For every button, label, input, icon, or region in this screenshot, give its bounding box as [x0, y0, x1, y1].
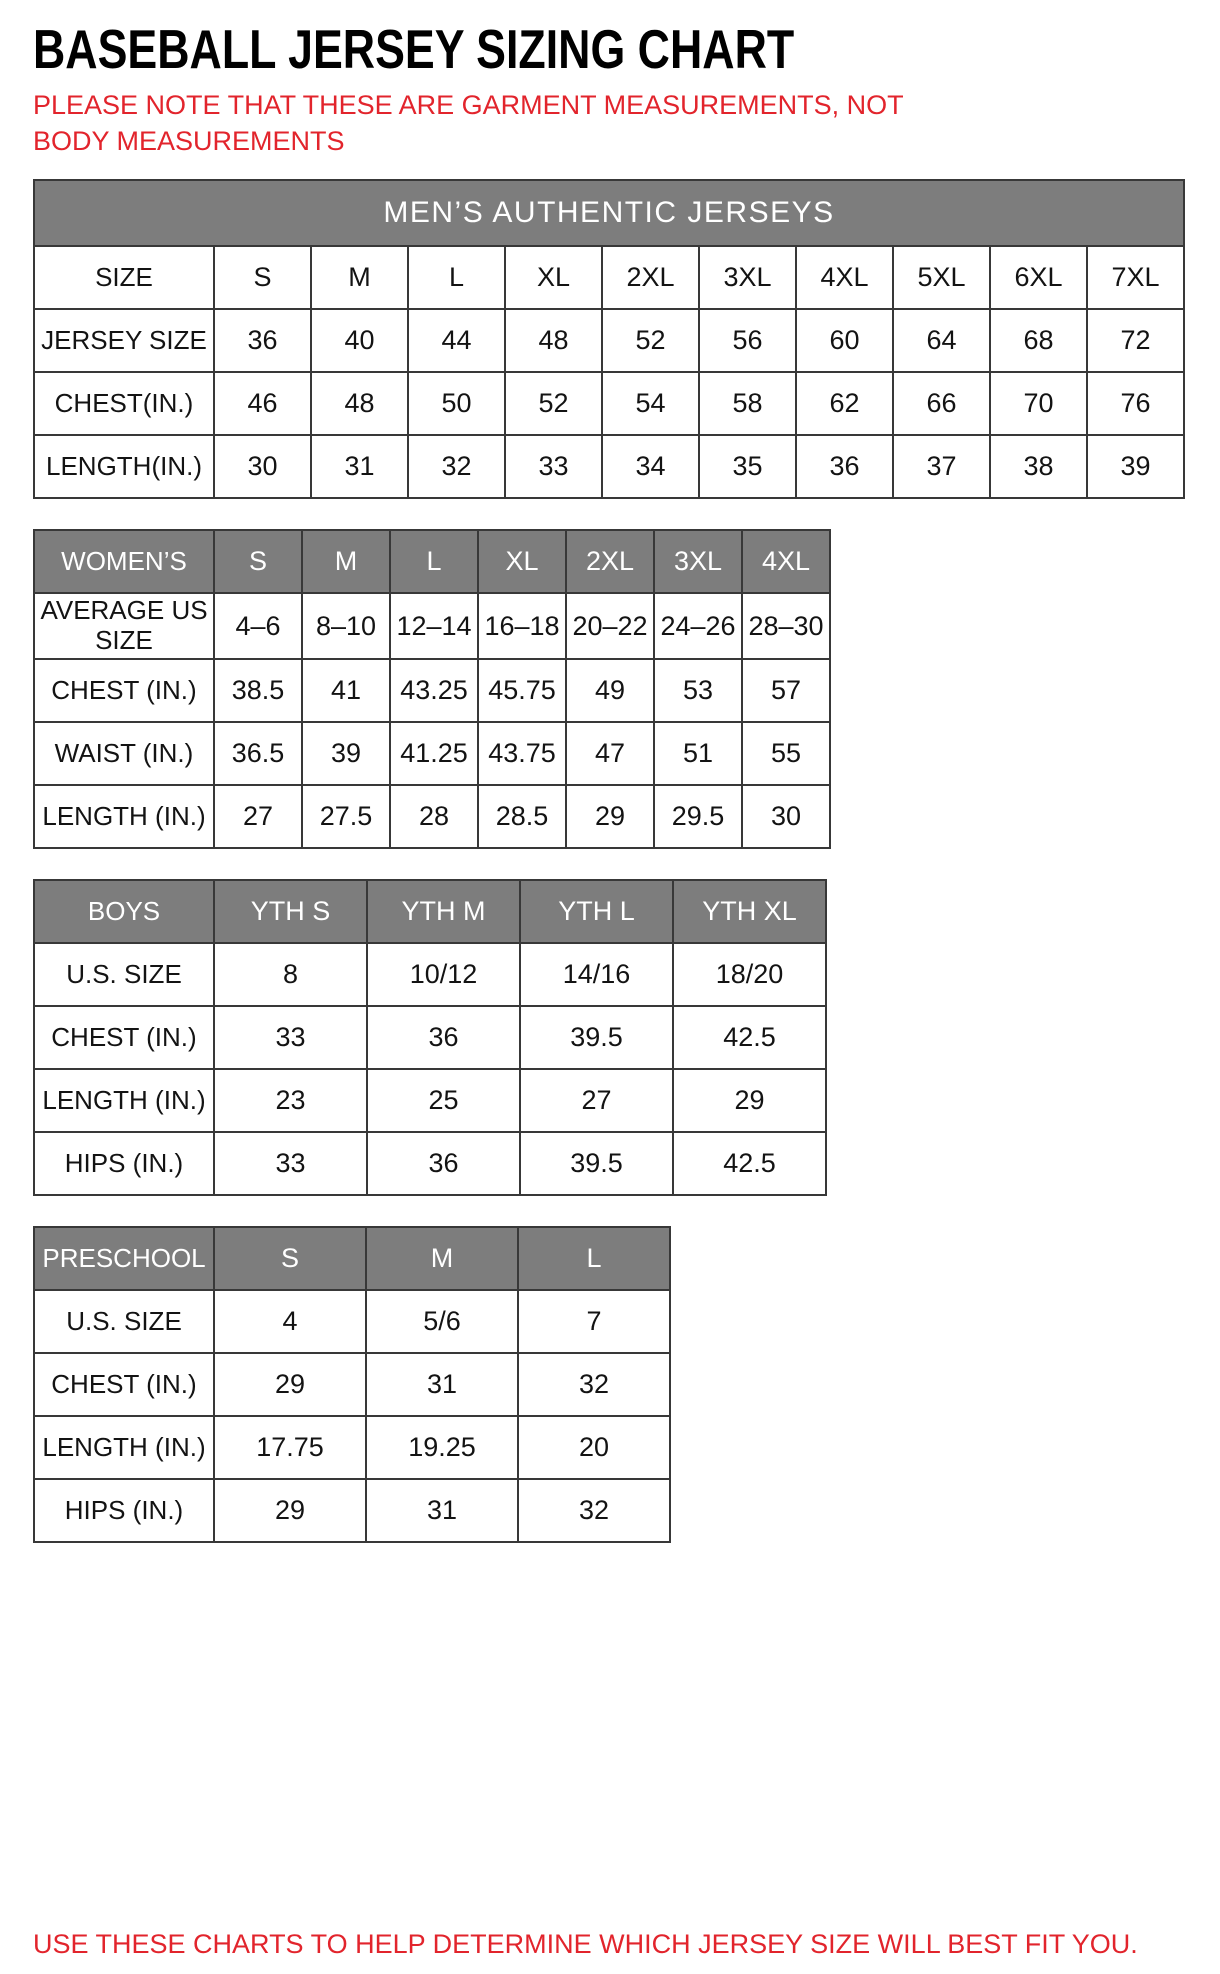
mens-cell-r3-c2: 31 — [311, 435, 408, 498]
womens-cell-r0-c3: L — [390, 530, 478, 593]
boys-table-row — [34, 943, 826, 1006]
preschool-cell-r3-c0: LENGTH (IN.) — [34, 1416, 214, 1479]
mens-cell-r2-c4: 52 — [505, 372, 602, 435]
preschool-cell-r3-c1: 17.75 — [214, 1416, 366, 1479]
preschool-cell-r4-c0: HIPS (IN.) — [34, 1479, 214, 1542]
boys-cell-r1-c4: 18/20 — [673, 943, 826, 1006]
womens-cell-r2-c7: 57 — [742, 659, 830, 722]
mens-table-title: MEN’S AUTHENTIC JERSEYS — [34, 180, 1184, 246]
womens-cell-r1-c7: 28–30 — [742, 593, 830, 659]
mens-cell-r2-c1: 46 — [214, 372, 311, 435]
boys-table-row — [34, 880, 826, 943]
boys-cell-r2-c3: 39.5 — [520, 1006, 673, 1069]
boys-cell-r2-c2: 36 — [367, 1006, 520, 1069]
womens-cell-r3-c3: 41.25 — [390, 722, 478, 785]
boys-cell-r2-c4: 42.5 — [673, 1006, 826, 1069]
boys-table-row — [34, 1132, 826, 1195]
preschool-cell-r1-c1: 4 — [214, 1290, 366, 1353]
preschool-cell-r0-c0: PRESCHOOL — [34, 1227, 214, 1290]
mens-cell-r0-c2: M — [311, 246, 408, 309]
mens-cell-r1-c7: 60 — [796, 309, 893, 372]
preschool-cell-r1-c2: 5/6 — [366, 1290, 518, 1353]
womens-cell-r0-c6: 3XL — [654, 530, 742, 593]
mens-cell-r0-c6: 3XL — [699, 246, 796, 309]
mens-cell-r2-c6: 58 — [699, 372, 796, 435]
womens-cell-r1-c3: 12–14 — [390, 593, 478, 659]
preschool-table-row — [34, 1290, 670, 1353]
mens-cell-r2-c7: 62 — [796, 372, 893, 435]
boys-cell-r3-c0: LENGTH (IN.) — [34, 1069, 214, 1132]
mens-cell-r3-c0: LENGTH(IN.) — [34, 435, 214, 498]
mens-cell-r3-c6: 35 — [699, 435, 796, 498]
mens-table-row — [34, 309, 1184, 372]
mens-cell-r2-c3: 50 — [408, 372, 505, 435]
mens-cell-r3-c8: 37 — [893, 435, 990, 498]
womens-cell-r3-c4: 43.75 — [478, 722, 566, 785]
boys-cell-r2-c0: CHEST (IN.) — [34, 1006, 214, 1069]
womens-cell-r4-c2: 27.5 — [302, 785, 390, 848]
boys-cell-r3-c3: 27 — [520, 1069, 673, 1132]
boys-table-row — [34, 1006, 826, 1069]
boys-cell-r0-c3: YTH L — [520, 880, 673, 943]
womens-table-row — [34, 785, 830, 848]
mens-cell-r3-c3: 32 — [408, 435, 505, 498]
womens-cell-r1-c2: 8–10 — [302, 593, 390, 659]
preschool-cell-r1-c0: U.S. SIZE — [34, 1290, 214, 1353]
womens-cell-r1-c5: 20–22 — [566, 593, 654, 659]
mens-cell-r1-c4: 48 — [505, 309, 602, 372]
mens-cell-r3-c4: 33 — [505, 435, 602, 498]
preschool-table-row — [34, 1479, 670, 1542]
preschool-table-row — [34, 1353, 670, 1416]
mens-cell-r1-c6: 56 — [699, 309, 796, 372]
preschool-cell-r4-c1: 29 — [214, 1479, 366, 1542]
boys-cell-r0-c2: YTH M — [367, 880, 520, 943]
mens-cell-r1-c10: 72 — [1087, 309, 1184, 372]
womens-cell-r3-c1: 36.5 — [214, 722, 302, 785]
mens-table-row — [34, 246, 1184, 309]
boys-cell-r1-c3: 14/16 — [520, 943, 673, 1006]
womens-cell-r4-c4: 28.5 — [478, 785, 566, 848]
preschool-cell-r2-c3: 32 — [518, 1353, 670, 1416]
boys-cell-r1-c2: 10/12 — [367, 943, 520, 1006]
womens-table-row — [34, 530, 830, 593]
womens-cell-r4-c7: 30 — [742, 785, 830, 848]
womens-table-row — [34, 722, 830, 785]
womens-cell-r3-c6: 51 — [654, 722, 742, 785]
boys-sizing-table — [33, 879, 827, 1196]
womens-cell-r0-c7: 4XL — [742, 530, 830, 593]
womens-cell-r2-c2: 41 — [302, 659, 390, 722]
preschool-cell-r2-c0: CHEST (IN.) — [34, 1353, 214, 1416]
preschool-cell-r0-c3: L — [518, 1227, 670, 1290]
boys-cell-r4-c3: 39.5 — [520, 1132, 673, 1195]
womens-cell-r2-c6: 53 — [654, 659, 742, 722]
mens-cell-r0-c10: 7XL — [1087, 246, 1184, 309]
preschool-cell-r1-c3: 7 — [518, 1290, 670, 1353]
mens-cell-r2-c5: 54 — [602, 372, 699, 435]
boys-cell-r0-c0: BOYS — [34, 880, 214, 943]
preschool-cell-r4-c3: 32 — [518, 1479, 670, 1542]
preschool-cell-r0-c2: M — [366, 1227, 518, 1290]
womens-cell-r2-c1: 38.5 — [214, 659, 302, 722]
boys-cell-r1-c0: U.S. SIZE — [34, 943, 214, 1006]
womens-cell-r0-c4: XL — [478, 530, 566, 593]
mens-cell-r3-c1: 30 — [214, 435, 311, 498]
mens-table-row — [34, 372, 1184, 435]
mens-cell-r1-c9: 68 — [990, 309, 1087, 372]
mens-cell-r0-c4: XL — [505, 246, 602, 309]
womens-cell-r2-c4: 45.75 — [478, 659, 566, 722]
mens-cell-r0-c9: 6XL — [990, 246, 1087, 309]
mens-table-row — [34, 435, 1184, 498]
womens-cell-r4-c0: LENGTH (IN.) — [34, 785, 214, 848]
boys-cell-r3-c4: 29 — [673, 1069, 826, 1132]
preschool-table-row — [34, 1416, 670, 1479]
womens-cell-r3-c5: 47 — [566, 722, 654, 785]
boys-cell-r4-c2: 36 — [367, 1132, 520, 1195]
womens-cell-r0-c5: 2XL — [566, 530, 654, 593]
mens-cell-r3-c10: 39 — [1087, 435, 1184, 498]
preschool-cell-r2-c2: 31 — [366, 1353, 518, 1416]
boys-cell-r2-c1: 33 — [214, 1006, 367, 1069]
mens-cell-r2-c10: 76 — [1087, 372, 1184, 435]
preschool-sizing-table — [33, 1226, 671, 1543]
womens-cell-r2-c0: CHEST (IN.) — [34, 659, 214, 722]
preschool-cell-r3-c3: 20 — [518, 1416, 670, 1479]
womens-cell-r0-c2: M — [302, 530, 390, 593]
womens-table-row — [34, 659, 830, 722]
womens-cell-r2-c5: 49 — [566, 659, 654, 722]
womens-cell-r0-c1: S — [214, 530, 302, 593]
boys-cell-r4-c0: HIPS (IN.) — [34, 1132, 214, 1195]
womens-table-row — [34, 593, 830, 659]
mens-cell-r0-c5: 2XL — [602, 246, 699, 309]
womens-cell-r1-c4: 16–18 — [478, 593, 566, 659]
boys-cell-r1-c1: 8 — [214, 943, 367, 1006]
womens-cell-r0-c0: WOMEN’S — [34, 530, 214, 593]
boys-cell-r0-c1: YTH S — [214, 880, 367, 943]
mens-cell-r3-c5: 34 — [602, 435, 699, 498]
mens-cell-r2-c0: CHEST(IN.) — [34, 372, 214, 435]
mens-cell-r0-c3: L — [408, 246, 505, 309]
footer-note: USE THESE CHARTS TO HELP DETERMINE WHICH JERSEY SIZE WILL BEST FIT YOU. — [33, 1929, 1138, 1959]
womens-cell-r4-c1: 27 — [214, 785, 302, 848]
boys-table-row — [34, 1069, 826, 1132]
womens-sizing-table — [33, 529, 831, 849]
preschool-cell-r3-c2: 19.25 — [366, 1416, 518, 1479]
mens-cell-r3-c9: 38 — [990, 435, 1087, 498]
mens-cell-r1-c3: 44 — [408, 309, 505, 372]
womens-cell-r4-c5: 29 — [566, 785, 654, 848]
boys-cell-r3-c2: 25 — [367, 1069, 520, 1132]
womens-cell-r3-c7: 55 — [742, 722, 830, 785]
mens-cell-r3-c7: 36 — [796, 435, 893, 498]
mens-authentic-jerseys-table — [33, 179, 1185, 499]
womens-cell-r3-c2: 39 — [302, 722, 390, 785]
womens-cell-r3-c0: WAIST (IN.) — [34, 722, 214, 785]
page-title: BASEBALL JERSEY SIZING CHART — [33, 19, 795, 81]
mens-cell-r1-c1: 36 — [214, 309, 311, 372]
womens-cell-r4-c6: 29.5 — [654, 785, 742, 848]
womens-cell-r2-c3: 43.25 — [390, 659, 478, 722]
womens-cell-r1-c1: 4–6 — [214, 593, 302, 659]
mens-cell-r2-c9: 70 — [990, 372, 1087, 435]
preschool-cell-r2-c1: 29 — [214, 1353, 366, 1416]
mens-cell-r0-c0: SIZE — [34, 246, 214, 309]
womens-cell-r1-c6: 24–26 — [654, 593, 742, 659]
preschool-cell-r0-c1: S — [214, 1227, 366, 1290]
mens-cell-r1-c8: 64 — [893, 309, 990, 372]
mens-cell-r2-c8: 66 — [893, 372, 990, 435]
preschool-table-row — [34, 1227, 670, 1290]
womens-cell-r1-c0: AVERAGE US SIZE — [34, 593, 214, 659]
mens-cell-r2-c2: 48 — [311, 372, 408, 435]
garment-measurement-note: PLEASE NOTE THAT THESE ARE GARMENT MEASUREMENTS, NOT BODY MEASUREMENTS — [33, 90, 904, 156]
mens-cell-r0-c1: S — [214, 246, 311, 309]
mens-cell-r0-c7: 4XL — [796, 246, 893, 309]
womens-cell-r4-c3: 28 — [390, 785, 478, 848]
mens-cell-r0-c8: 5XL — [893, 246, 990, 309]
boys-cell-r4-c4: 42.5 — [673, 1132, 826, 1195]
mens-cell-r1-c0: JERSEY SIZE — [34, 309, 214, 372]
preschool-cell-r4-c2: 31 — [366, 1479, 518, 1542]
boys-cell-r3-c1: 23 — [214, 1069, 367, 1132]
mens-cell-r1-c2: 40 — [311, 309, 408, 372]
boys-cell-r4-c1: 33 — [214, 1132, 367, 1195]
boys-cell-r0-c4: YTH XL — [673, 880, 826, 943]
mens-cell-r1-c5: 52 — [602, 309, 699, 372]
